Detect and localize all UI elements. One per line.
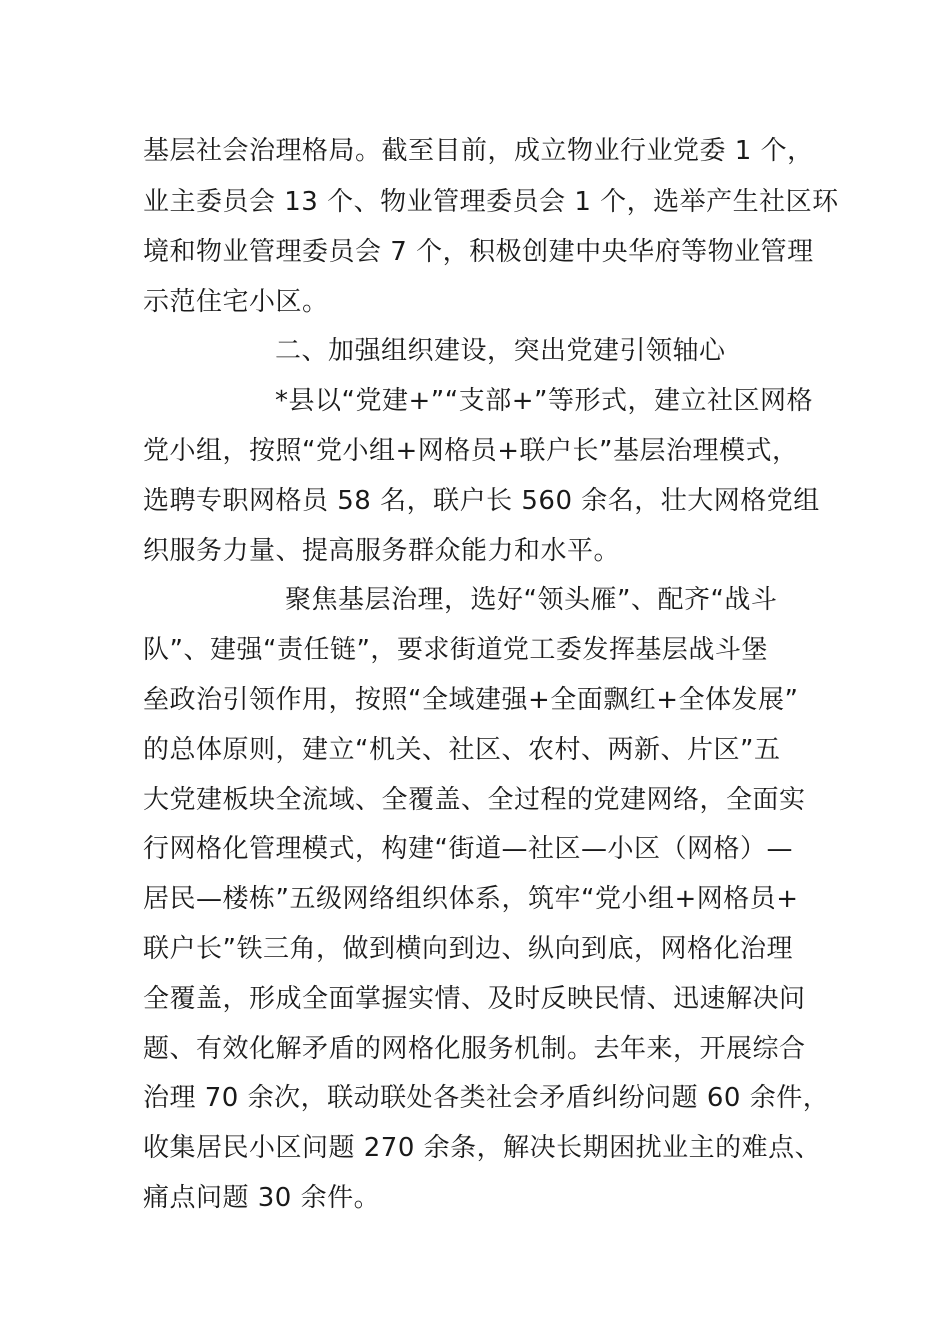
text-line: 治理 70 余次，联动联处各类社会矛盾纠纷问题 60 余件， xyxy=(143,1083,830,1113)
text-line: *县以“党建+”“支部+”等形式，建立社区网格 xyxy=(275,386,813,416)
text-line: 的总体原则，建立“机关、社区、农村、两新、片区”五 xyxy=(143,735,781,765)
text-line: 垒政治引领作用，按照“全域建强+全面飘红+全体发展” xyxy=(143,685,799,715)
section-heading: 二、加强组织建设，突出党建引领轴心 xyxy=(275,336,726,366)
text-line: 选聘专职网格员 58 名，联户长 560 余名，壮大网格党组 xyxy=(143,486,820,516)
text-line: 大党建板块全流域、全覆盖、全过程的党建网络，全面实 xyxy=(143,785,806,815)
text-line: 队”、建强“责任链”，要求街道党工委发挥基层战斗堡 xyxy=(143,635,768,665)
text-line: 痛点问题 30 余件。 xyxy=(143,1183,381,1213)
text-line: 居民—楼栋”五级网络组织体系，筑牢“党小组+网格员+ xyxy=(143,884,799,914)
text-line: 业主委员会 13 个、物业管理委员会 1 个，选举产生社区环 xyxy=(143,187,839,217)
text-line: 基层社会治理格局。截至目前，成立物业行业党委 1 个， xyxy=(143,136,814,166)
text-line: 党小组，按照“党小组+网格员+联户长”基层治理模式， xyxy=(143,436,799,466)
text-line: 示范住宅小区。 xyxy=(143,287,329,317)
text-line: 行网格化管理模式，构建“街道—社区—小区（网格）— xyxy=(143,834,793,864)
text-line: 境和物业管理委员会 7 个，积极创建中央华府等物业管理 xyxy=(143,237,814,267)
text-line: 织服务力量、提高服务群众能力和水平。 xyxy=(143,536,621,566)
text-line: 聚焦基层治理，选好“领头雁”、配齐“战斗 xyxy=(285,585,778,615)
text-line: 全覆盖，形成全面掌握实情、及时反映民情、迅速解决问 xyxy=(143,984,806,1014)
text-line: 联户长”铁三角，做到横向到边、纵向到底，网格化治理 xyxy=(143,934,793,964)
text-line: 题、有效化解矛盾的网格化服务机制。去年来，开展综合 xyxy=(143,1034,806,1064)
text-line: 收集居民小区问题 270 余条，解决长期困扰业主的难点、 xyxy=(143,1133,822,1163)
